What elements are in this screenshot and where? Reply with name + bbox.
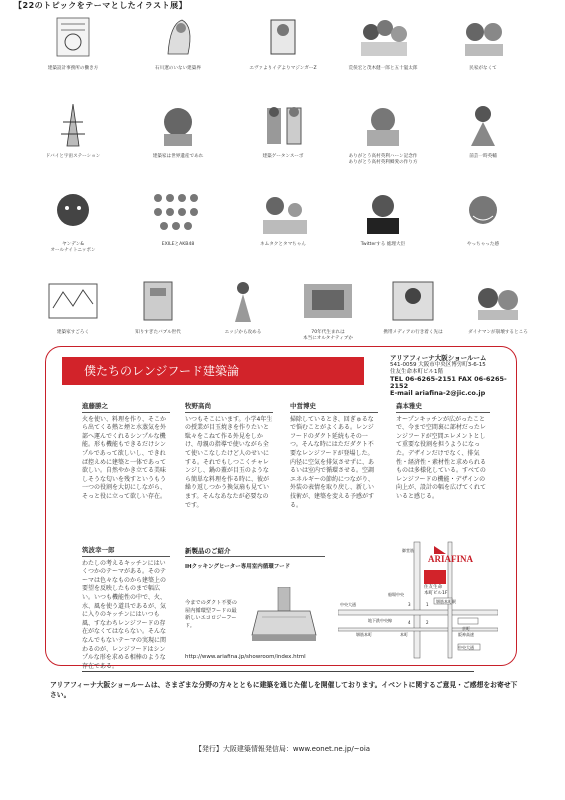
map-label: 中央大通 <box>340 602 356 607</box>
sketch-illustration <box>148 102 208 148</box>
illustration-caption: EXILEとAKB48 <box>161 242 195 247</box>
illustration-cell <box>240 14 326 72</box>
new-product-url[interactable]: http://www.ariafina.jp/showroom/index.html <box>185 654 306 660</box>
sketch-illustration <box>468 278 528 324</box>
new-product-name: IHクッキングヒーター専用室内循環フード <box>185 564 291 570</box>
illustration-caption: 建築家は世界遺産であれ <box>152 154 204 159</box>
sketch-illustration <box>353 102 413 148</box>
sketch-illustration <box>128 278 188 324</box>
illustration-caption: 建築家すごろく <box>56 330 90 335</box>
map-label: 船場中央 <box>388 592 404 597</box>
illustration-caption: 荒俣宏と茂木健一郎と五十嵐太郎 <box>348 66 418 71</box>
sketch-illustration <box>148 190 208 236</box>
essay-text: いつもそこにいます。小学4年生の授業が目玉焼きを作りたいと駄々をこねて作る外見をしかけ、母親の指導で使いながら全て使いこなしたけど人のせいにする。それでもしつこくチャレンジし、鍋の蓋が目玉のようなら簡単な料理を作る時に、彼が繰り返しつかう換気扇も見ています。そんなあなたが必要なのです。 <box>185 415 273 509</box>
illustration-cell <box>340 102 426 165</box>
illustration-cell <box>135 102 221 160</box>
author-name: 森本雅史 <box>396 402 490 413</box>
essay-column <box>185 402 273 510</box>
map-label: 2 <box>426 620 429 625</box>
panel-title: 僕たちのレンジフード建築論 <box>62 357 364 385</box>
range-hood-image <box>250 587 320 649</box>
showroom-info <box>390 355 508 397</box>
illustration-cell <box>240 190 326 248</box>
sketch-illustration <box>43 102 103 148</box>
map-label: 堺筋本町 <box>356 632 372 637</box>
exhibition-header: 【22のトピックをテーマとしたイラスト展】 <box>14 1 188 10</box>
illustration-cell <box>115 278 201 336</box>
map-label: 御堂筋 <box>402 548 414 553</box>
illustration-cell <box>135 190 221 248</box>
illustration-caption: 携帯メディアの行き着く先は <box>383 330 443 335</box>
illustration-caption: 石川遼のいない建築界 <box>155 66 201 71</box>
sketch-illustration <box>253 102 313 148</box>
map-label: 1 <box>426 602 429 607</box>
sketch-illustration <box>253 190 313 236</box>
sketch-illustration <box>43 190 103 236</box>
illustration-caption: 知りすぎたバブル世代 <box>135 330 181 335</box>
essay-text: 火を使い、料理を作り、そこから出てくる熱と煙と水蒸気を外部へ運んでくれるシンプルな機能。形も機能もできるだけシンプルであって欲しいし、できれば控えめに建築と一体であって欲しい。自然やかき立てる美味しそうな匂いを残すというもう一つの役割を大切にしながら、そっと役に立って欲しい存在。 <box>82 415 167 500</box>
sketch-illustration <box>213 278 273 324</box>
illustration-cell <box>440 102 526 160</box>
illustration-cell <box>370 278 456 336</box>
illustration-cell <box>440 190 526 248</box>
illustration-caption: ありがとう高村英利ハーン記念作 ありがとう高村英利郷愛の作り方 <box>348 154 418 165</box>
showroom-email[interactable]: E-mail ariafina-2@jic.co.jp <box>390 389 486 397</box>
sketch-illustration <box>43 14 103 60</box>
map-label: 阪神高速 <box>458 632 474 637</box>
footer-divider <box>82 671 474 672</box>
sketch-illustration <box>453 190 513 236</box>
illustration-cell <box>285 278 371 341</box>
illustration-cell <box>240 102 326 160</box>
illustration-caption: ダイナマンが崩壊するところ <box>468 330 528 335</box>
illustration-caption: ヤンデン& オールナイトニッポン <box>50 242 96 253</box>
illustration-row <box>30 190 540 256</box>
illustration-caption: やっちゃった感 <box>466 242 500 247</box>
illustration-caption: エヴァよりイデよりマジンガーZ <box>249 66 317 71</box>
illustration-cell <box>340 14 426 72</box>
illustration-caption: 建築ゲータンスーボ <box>262 154 304 159</box>
essay-column <box>290 402 378 510</box>
illustration-caption: エッジから攻める <box>224 330 262 335</box>
essay-text: わたしの考えるキッチンにはいくつかのテーマがある。そのテーマは色々なものから建築上の要望を反映したものまで幅広い。いつも機能性の中で、火、水、風を使う道具であるが、気に入りのキッチンにはいつも風、すなわちレンジフードの存在がなくてはならない。そんななんでもないテーマの実現に関わるのが、レンジフードはシンプルな形を求める相棒のような存在である。 <box>82 559 167 670</box>
author-name: 筑波幸一郎 <box>82 546 170 557</box>
sketch-illustration <box>453 14 513 60</box>
illustration-caption: 建築設計事務所の働き方 <box>47 66 99 71</box>
map-brand: ARIAFINA <box>428 554 473 564</box>
sketch-illustration <box>253 14 313 60</box>
showroom-tel: TEL 06-6265-2151 FAX 06-6265-2152 <box>390 375 507 390</box>
new-product-title: 新製品のご紹介 <box>185 546 325 557</box>
sketch-illustration <box>353 14 413 60</box>
essay-column <box>82 402 170 502</box>
author-name: 牧野高尚 <box>185 402 273 413</box>
essay-column <box>82 546 170 671</box>
illustration-caption: 前芸一時英輔 <box>469 154 497 159</box>
map-label: 中央大通 <box>458 645 474 650</box>
essay-column <box>396 402 490 502</box>
publisher-line[interactable]: 【発行】大阪建築情報発信局：www.eonet.ne.jp/~oia <box>194 745 371 753</box>
illustration-row <box>30 278 540 344</box>
illustration-cell <box>30 102 116 160</box>
illustration-caption: ドバイと宇宙ステーション <box>45 154 101 159</box>
sketch-illustration <box>353 190 413 236</box>
map-label: 京町 <box>462 626 470 631</box>
illustration-caption: 70年代生まれは 本当にオルタナティブか <box>303 330 353 341</box>
illustration-grid <box>30 14 540 344</box>
illustration-cell <box>340 190 426 248</box>
illustration-cell <box>30 14 116 72</box>
illustration-caption: 民家がなくて <box>469 66 497 71</box>
illustration-cell <box>200 278 286 336</box>
illustration-cell <box>30 190 116 253</box>
new-product-text: 今までのダクト不要の屋内循環型フードの最新しいエコロジーフード。 <box>185 600 237 629</box>
essay-text: 掃除しているとき、回ぎゅるなで悩むことがよくある。レンジフードのダクト延続もその一つ。そんな時にはただダクト不要なレンジフードが登場した。内径に空気を排気させずに、あるいは室内で循環させる。空調エネルギーの節約につながり、外装の表情を取り戻し、新しい技術が、建築を変える予感がする。 <box>290 415 375 509</box>
map-label: 堺筋本町駅 <box>436 599 456 604</box>
essay-text: オープンキッチンが広がったことで、今まで空間裏に部材だったレンジフードが空間エレメントとして重要な役割を担うようになった。デザインだけでなく、排気性・経済性・素材性と求められるものは多様化している。すべてのレンジフードの機能・デザインの向上が、設計の幅を広げてくれていると感じる。 <box>396 415 487 500</box>
sketch-illustration <box>383 278 443 324</box>
illustration-caption: Twitterする 総理大臣 <box>360 242 406 247</box>
illustration-cell <box>30 278 116 336</box>
illustration-cell <box>455 278 541 336</box>
map-label: 4 <box>408 620 411 625</box>
illustration-row <box>30 14 540 80</box>
map-label: 3 <box>408 602 411 607</box>
sketch-illustration <box>453 102 513 148</box>
showroom-address: 541-0059 大阪市中央区博労町3-6-15 住友生命本町ビル1階 <box>390 362 486 375</box>
author-name: 中営博史 <box>290 402 378 413</box>
illustration-row <box>30 102 540 168</box>
footer-note: アリアフィーナ大阪ショールームは、さまざまな分野の方々とともに建築を通じた催しを開催しております。イベントに関するご意見・ご感想をお寄せ下さい。 <box>50 681 518 699</box>
illustration-cell <box>440 14 526 72</box>
sketch-illustration <box>298 278 358 324</box>
map-label: 本町 <box>400 632 408 637</box>
sketch-illustration <box>148 14 208 60</box>
map-label: 地下鉄中央線 <box>368 618 392 623</box>
location-map <box>338 540 498 660</box>
showroom-name: アリアフィーナ大阪ショールーム <box>390 354 487 362</box>
map-building: 住友生命 本町ビル1F <box>424 585 448 596</box>
illustration-cell <box>135 14 221 72</box>
illustration-caption: ネムタクとタマちゃん <box>260 242 306 247</box>
sketch-illustration <box>43 278 103 324</box>
author-name: 進藤勝之 <box>82 402 170 413</box>
